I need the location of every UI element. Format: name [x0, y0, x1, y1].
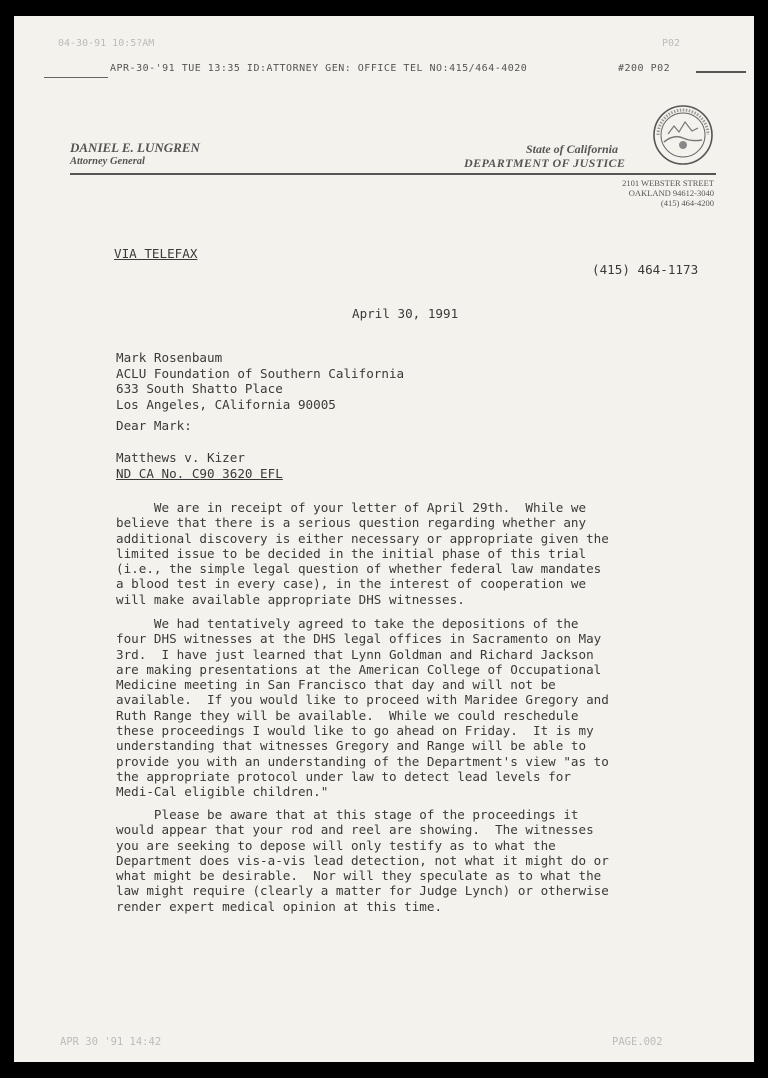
office-address — [588, 178, 714, 208]
recipient-block — [116, 350, 404, 412]
body-paragraph-2: We had tentatively agreed to take the depositions of the four DHS witnesses at the DHS legal offices in Sacramento on May 3rd. I have just learned that Lynn Goldman and Richard Jackson are making presentations at the American College of Occupational Medicine meeting in San Francisco that day and will not be available. If you would like to proceed with Maridee Gregory and Ruth Range they will be available. While we could reschedule these proceedings I would like to go ahead on Friday. It is my understanding that witnesses Gregory and Range will be able to provide you with an understanding of the Department's view "as to the appropriate protocol under law to detect lead levels for Medi-Cal eligible children." — [116, 616, 609, 800]
fax-page-id: #200 P02 — [618, 63, 671, 74]
attorney-name: DANIEL E. LUNGREN — [70, 140, 200, 155]
letter-date: April 30, 1991 — [352, 306, 459, 321]
state-seal-icon — [652, 104, 714, 166]
fax-header-rule-right — [696, 71, 746, 73]
state-name: State of California — [526, 142, 619, 156]
office-phone: (415) 464-4200 — [660, 198, 714, 208]
via-telefax: VIA TELEFAX — [114, 246, 198, 261]
office-street: 2101 WEBSTER STREET — [622, 178, 714, 188]
recipient-city: Los Angeles, CAlifornia 90005 — [116, 396, 336, 412]
recipient-name: Mark Rosenbaum — [116, 350, 223, 365]
body-paragraph-1: We are in receipt of your letter of April 29th. While we believe that there is a serious question regarding whether any additional discovery is either necessary or appropriate given the limited issue to be decided in the initial phase of this trial (i.e., the simple legal question of whether federal law mandates a blood test in every case), in the interest of cooperation we will make available appropriate DHS witnesses. — [116, 500, 609, 607]
ghost-page-label: P02 — [662, 38, 681, 49]
office-city: OAKLAND 94612-3040 — [628, 188, 714, 198]
fax-header-text: APR-30-'91 TUE 13:35 ID:ATTORNEY GEN: OFFICE TEL NO:415/464-4020 — [110, 63, 528, 74]
fax-footer-page: PAGE.002 — [612, 1036, 663, 1048]
case-number: ND CA No. C90 3620 EFL — [116, 466, 283, 481]
salutation: Dear Mark: — [116, 418, 192, 433]
department-name: DEPARTMENT OF JUSTICE — [464, 156, 626, 170]
letterhead-rule — [70, 173, 716, 175]
recipient-street: 633 South Shatto Place — [116, 381, 283, 396]
recipient-org: ACLU Foundation of Southern California — [116, 365, 405, 381]
fax-number: (415) 464-1173 — [592, 262, 699, 277]
case-name: Matthews v. Kizer — [116, 450, 245, 465]
body-paragraph-3: Please be aware that at this stage of the proceedings it would appear that your rod and reel are showing. The witnesses you are seeking to depose will only testify as to what the Department does vis-a-vis lead detection, not what it might do or what might be desirable. Nor will they speculate as to what the law might require (clearly a matter for Judge Lynch) or otherwise render expert medical opinion at this time. — [116, 807, 609, 914]
document-page — [14, 16, 754, 1062]
attorney-title: Attorney General — [70, 156, 145, 167]
fax-header-rule-left — [44, 77, 108, 78]
fax-footer-timestamp: APR 30 '91 14:42 — [60, 1036, 162, 1048]
ghost-fax-header: 04-30-91 10:5?AM — [58, 38, 155, 49]
